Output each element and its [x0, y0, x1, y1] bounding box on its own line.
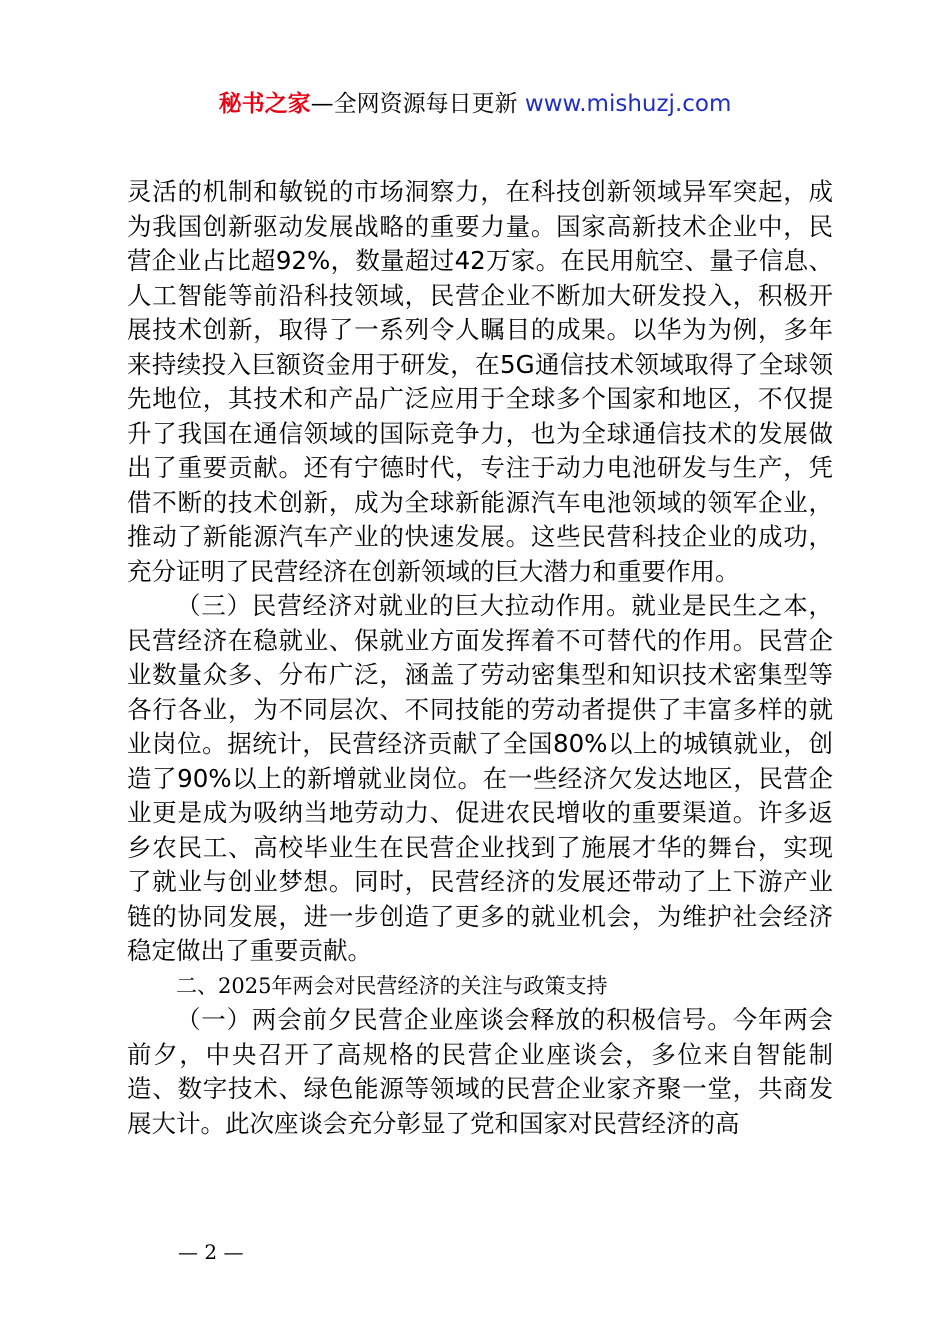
page-number: — 2 —: [178, 1240, 244, 1264]
site-header: [0, 88, 950, 120]
document-body: [127, 175, 833, 1141]
header-separator: —: [310, 91, 334, 117]
section-heading: 二、2025年两会对民营经济的关注与政策支持: [176, 973, 608, 998]
paragraph-symposium: （一）两会前夕民营企业座谈会释放的积极信号。今年两会前夕，中央召开了高规格的民营企业座谈会，多位来自智能制造、数字技术、绿色能源等领域的民营企业家齐聚一堂，共商发展大计。此次座谈会充分彰显了党和国家对民营经济的高: [127, 1005, 833, 1138]
header-slogan: 全网资源每日更新: [333, 91, 518, 117]
site-url-link[interactable]: www.mishuzj.com: [524, 91, 732, 117]
paragraph-innovation: 灵活的机制和敏锐的市场洞察力，在科技创新领域异军突起，成为我国创新驱动发展战略的重要力量。国家高新技术企业中，民营企业占比超92%，数量超过42万家。在民用航空、量子信息、人工智能等前沿科技领域，民营企业不断加大研发投入，积极开展技术创新，取得了一系列令人瞩目的成果。以华为为例，多年来持续投入巨额资金用于研发，在5G通信技术领域取得了全球领先地位，其技术和产品广泛应用于全球多个国家和地区，不仅提升了我国在通信领域的国际竞争力，也为全球通信技术的发展做出了重要贡献。还有宁德时代，专注于动力电池研发与生产，凭借不断的技术创新，成为全球新能源汽车电池领域的领军企业，推动了新能源汽车产业的快速发展。这些民营科技企业的成功，充分证明了民营经济在创新领域的巨大潜力和重要作用。: [127, 177, 833, 586]
paragraph-employment: （三）民营经济对就业的巨大拉动作用。就业是民生之本，民营经济在稳就业、保就业方面发挥着不可替代的作用。民营企业数量众多、分布广泛，涵盖了劳动密集型和知识技术密集型等各行各业，为不同层次、不同技能的劳动者提供了丰富多样的就业岗位。据统计，民营经济贡献了全国80%以上的城镇就业，创造了90%以上的新增就业岗位。在一些经济欠发达地区，民营企业更是成为吸纳当地劳动力、促进农民增收的重要渠道。许多返乡农民工、高校毕业生在民营企业找到了施展才华的舞台，实现了就业与创业梦想。同时，民营经济的发展还带动了上下游产业链的协同发展，进一步创造了更多的就业机会，为维护社会经济稳定做出了重要贡献。: [127, 591, 833, 965]
brand-name: 秘书之家: [218, 91, 311, 117]
